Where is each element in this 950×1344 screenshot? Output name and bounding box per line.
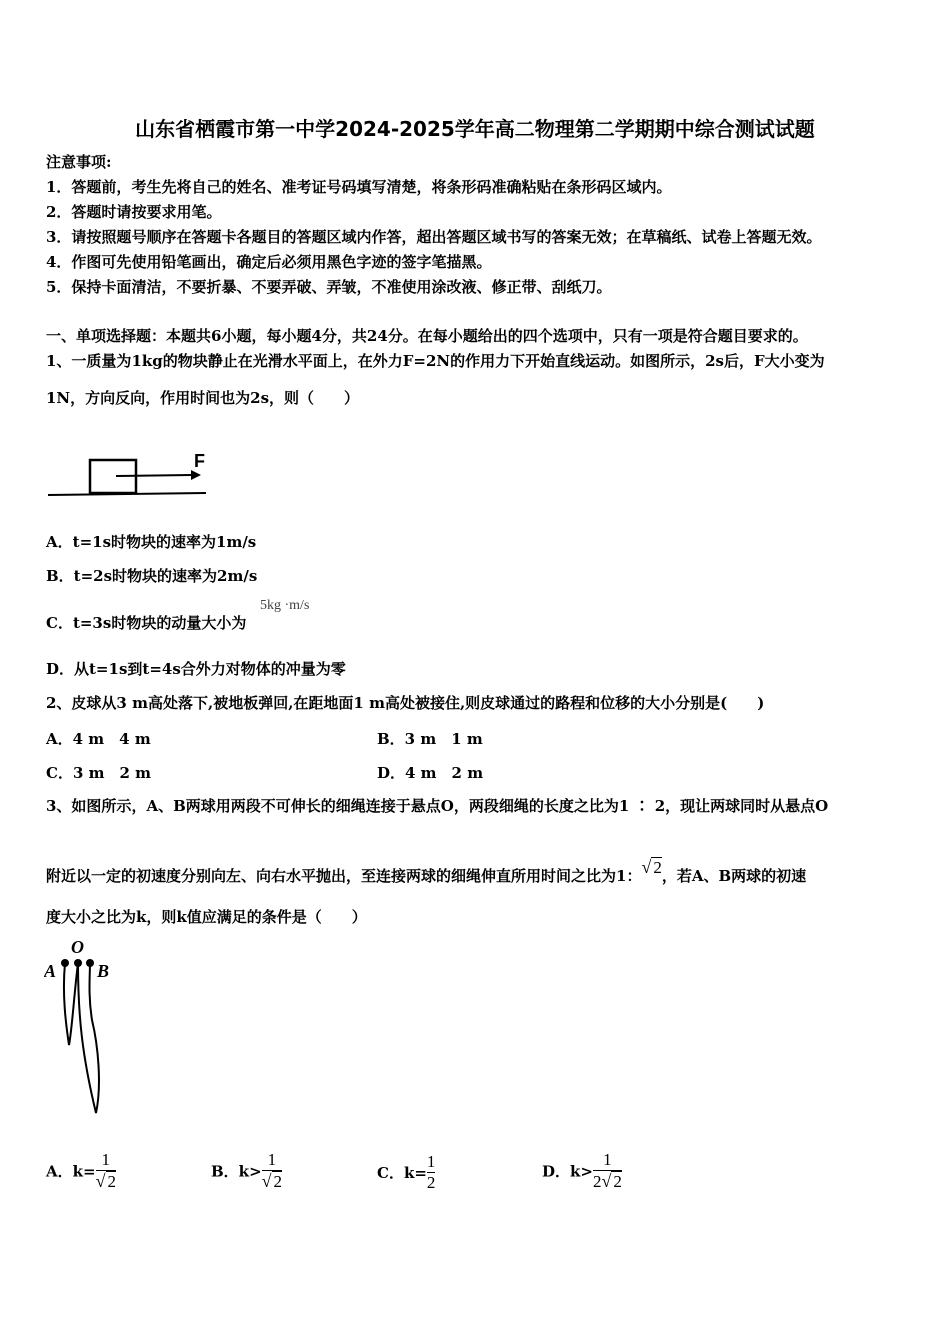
q3-option-c: C．k= $\frac{1}{2}$	[377, 1152, 436, 1192]
q2-option-a: A．4 m 4 m	[46, 730, 151, 748]
q3-stem-line2-b: ，若A、B两球的初速	[661, 867, 807, 885]
q3-option-a: A．k= $\frac{1}{√ 2}$	[46, 1150, 116, 1191]
notice-item-4: 4．作图可先使用铅笔画出，确定后必须用黑色字迹的签字笔描黑。	[46, 253, 492, 271]
q2-stem: 2、皮球从3 m高处落下,被地板弹回,在距地面1 m高处被接住,则皮球通过的路程和位移的大小分别是( )	[46, 694, 765, 712]
q1-option-c-formula: 5kg ·m/s	[260, 598, 310, 613]
q1-option-a: A．t=1s时物块的速率为1m/s	[46, 533, 257, 551]
notice-item-5: 5．保持卡面清洁，不要折暴、不要弄破、弄皱，不准使用涂改液、修正带、刮纸刀。	[46, 278, 612, 296]
label-a: A	[44, 961, 57, 981]
rope-oa	[64, 963, 78, 1045]
q1-option-d: D．从t=1s到t=4s合外力对物体的冲量为零	[46, 660, 346, 678]
q3-stem-line2	[46, 857, 806, 887]
notice-item-3: 3．请按照题号顺序在答题卡各题目的答题区域内作答，超出答题区域书写的答案无效；在草稿纸、试卷上答题无效。	[46, 228, 822, 246]
q3-stem-line1: 3、如图所示，A、B两球用两段不可伸长的细绳连接于悬点O，两段细绳的长度之比为1 ∶ 2，现让两球同时从悬点O	[46, 797, 829, 815]
q1-figure	[46, 440, 216, 500]
notice-item-2: 2．答题时请按要求用笔。	[46, 203, 222, 221]
force-label: F	[194, 451, 205, 471]
label-b: B	[97, 961, 110, 981]
section-heading: 一、单项选择题：本题共6小题，每小题4分，共24分。在每小题给出的四个选项中，只有一项是符合题目要求的。	[46, 327, 808, 345]
force-arrowhead	[191, 470, 201, 480]
q1-stem-line1: 1、一质量为1kg的物块静止在光滑水平面上，在外力F=2N的作用力下开始直线运动。如图所示，2s后，F大小变为	[46, 352, 825, 370]
rope-ob	[78, 963, 99, 1113]
q2-option-c: C．3 m 2 m	[46, 764, 152, 782]
force-arrow	[116, 475, 191, 476]
q1-option-c: C．t=3s时物块的动量大小为	[46, 614, 247, 632]
q2-option-b: B．3 m 1 m	[377, 730, 483, 748]
notice-item-1: 1．答题前，考生先将自己的姓名、准考证号码填写清楚，将条形码准确粘贴在条形码区域内。	[46, 178, 672, 196]
q3-option-b: B．k> $\frac{1}{√ 2}$	[211, 1150, 283, 1191]
sqrt-2-formula: √ 2	[641, 857, 662, 877]
q3-stem-line2-a: 附近以一定的初速度分别向左、向右水平抛出，至连接两球的细绳伸直所用时间之比为1：	[46, 867, 642, 885]
label-o: O	[71, 937, 84, 957]
q3-figure	[44, 935, 124, 1120]
q3-stem-line3: 度大小之比为k，则k值应满足的条件是（ ）	[46, 908, 367, 926]
page-title: 山东省栖霞市第一中学2024-2025学年高二物理第二学期期中综合测试试题	[135, 117, 815, 141]
notice-heading: 注意事项:	[46, 153, 112, 171]
q1-stem-line2: 1N，方向反向，作用时间也为2s，则（ ）	[46, 389, 360, 407]
q1-option-b: B．t=2s时物块的速率为2m/s	[46, 567, 258, 585]
q3-option-d: D．k> $\frac{1}{2√ 2}$	[542, 1150, 622, 1191]
q2-option-d: D．4 m 2 m	[377, 764, 484, 782]
